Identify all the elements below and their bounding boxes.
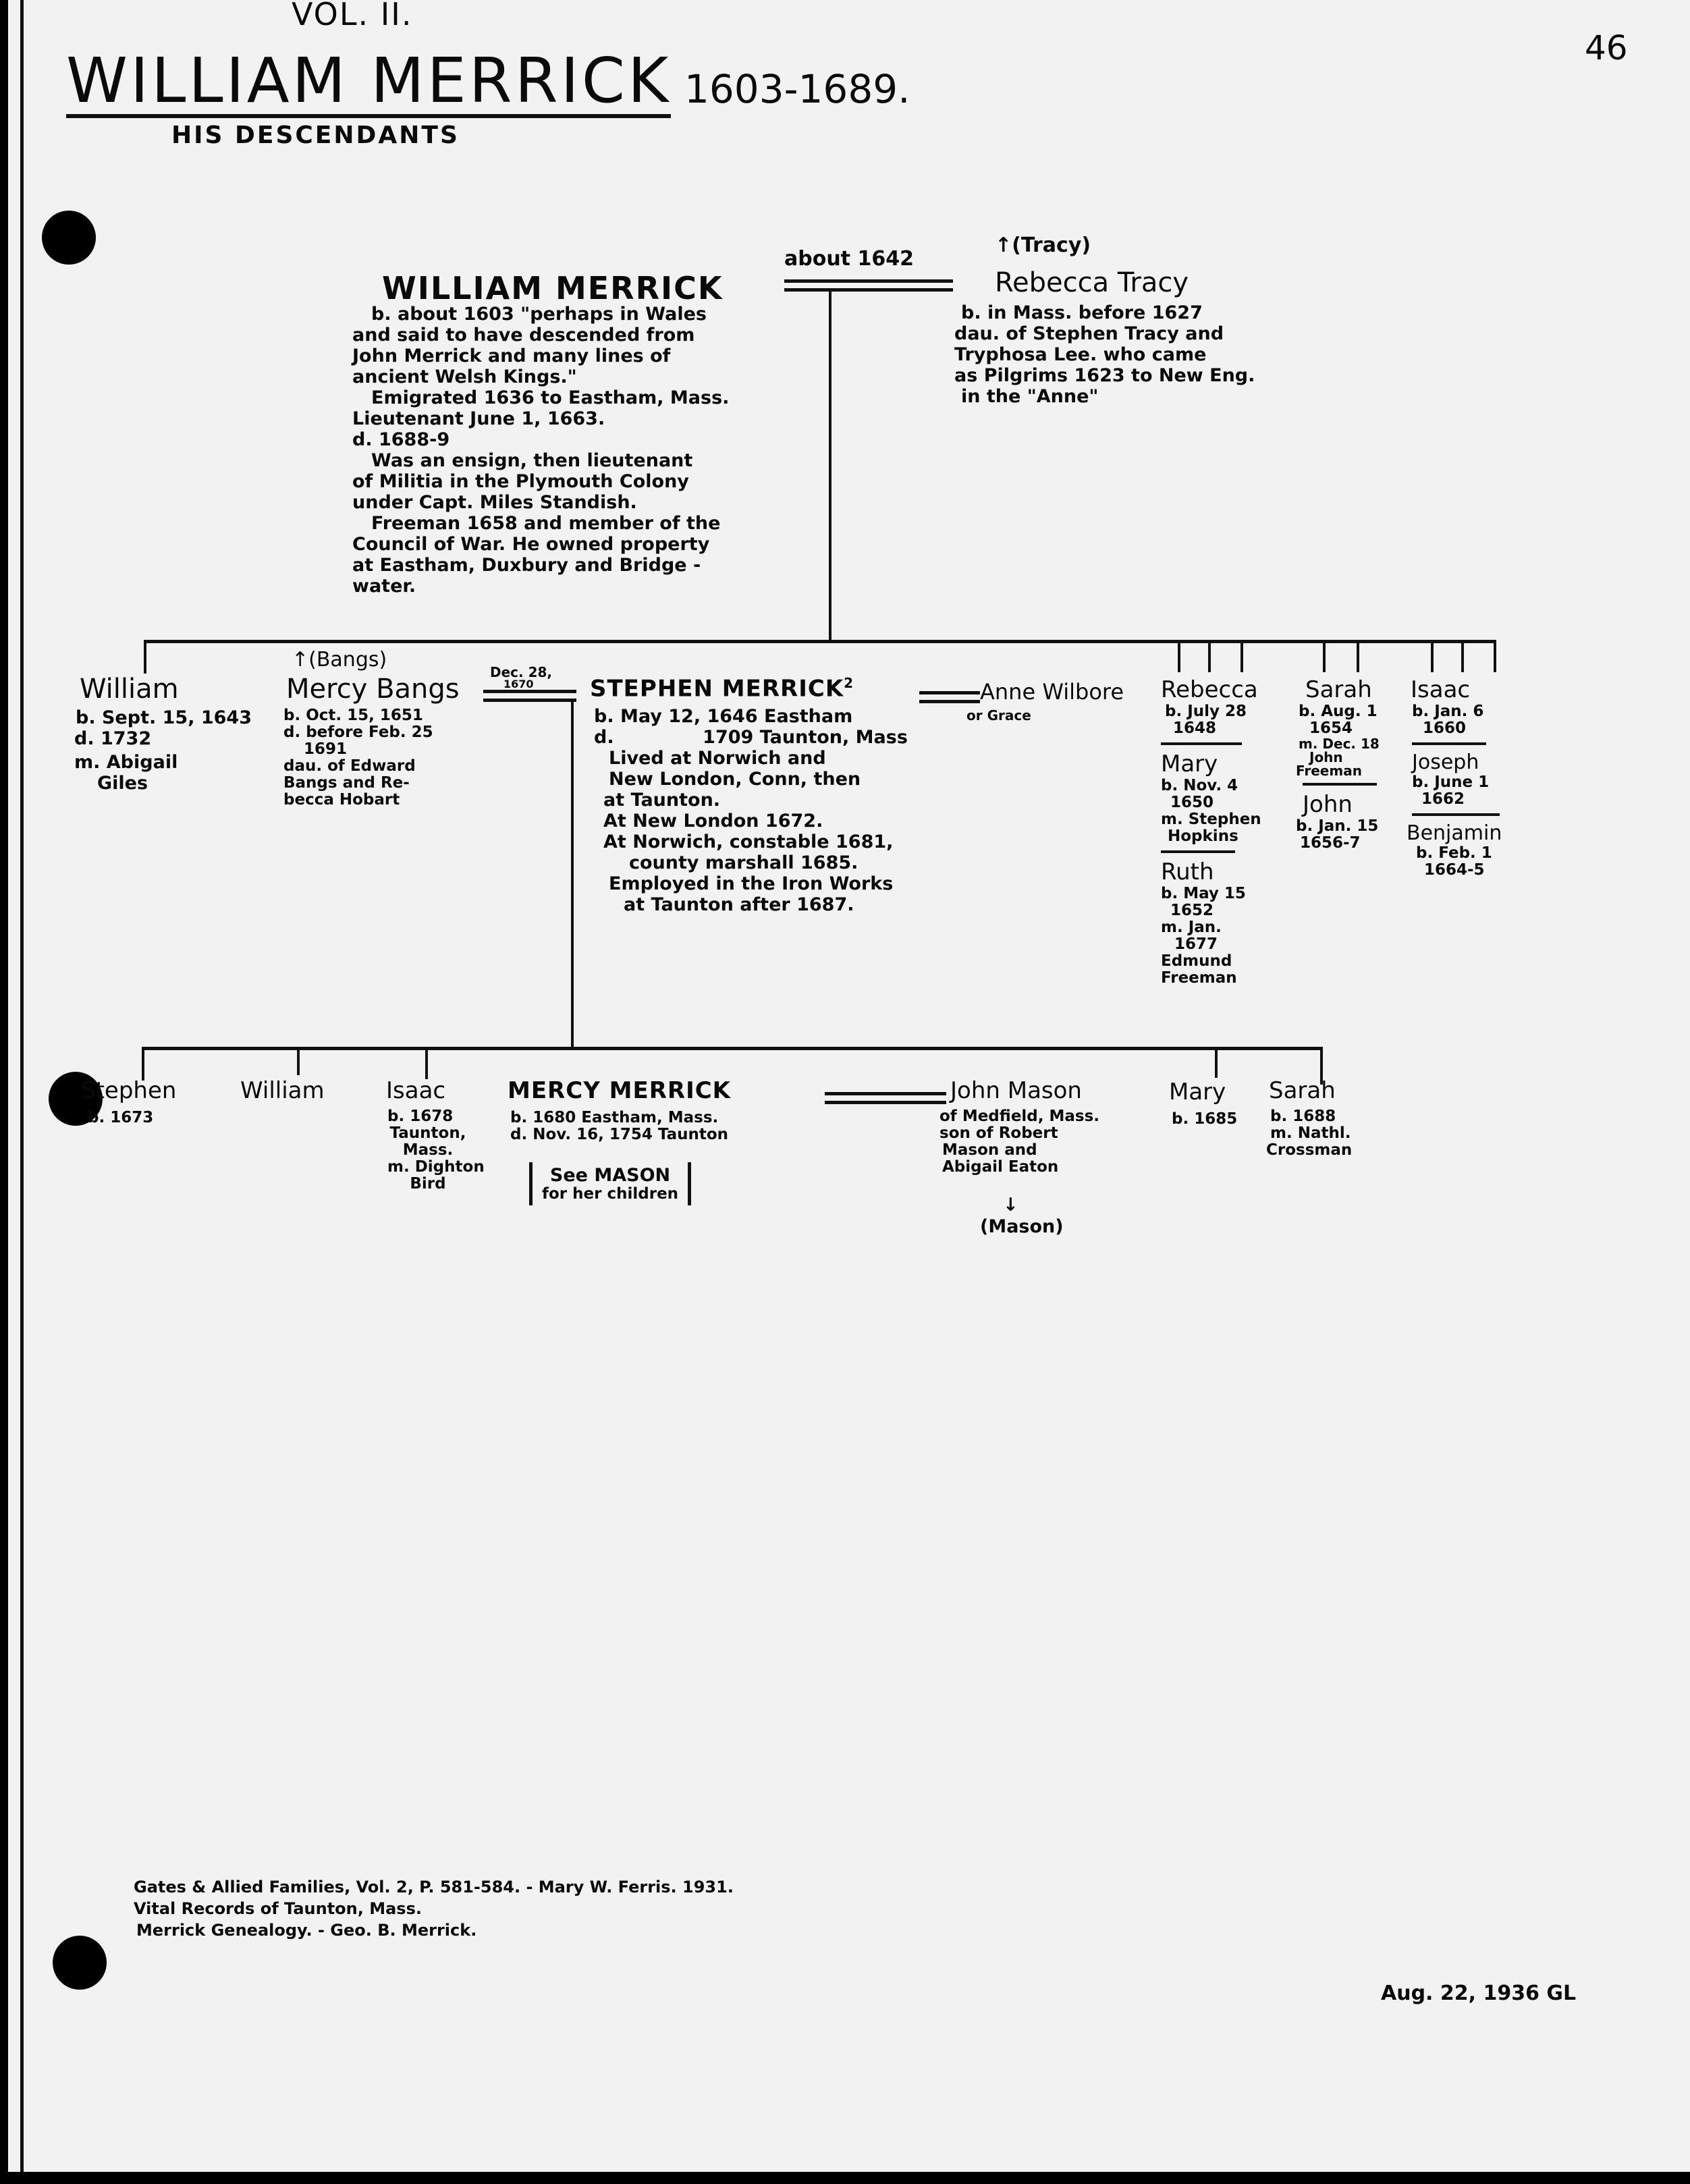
hole-punch-top	[42, 211, 96, 265]
scan-edge-left	[0, 0, 8, 2184]
column-isaac-joseph-benjamin: Isaac b. Jan. 6 1660 Joseph b. June 1 1662 Benjamin b. Feb. 1 1664-5	[1407, 676, 1502, 879]
signature-date: Aug. 22, 1936 GL	[1381, 1982, 1577, 2005]
marriage-line-anne	[919, 691, 980, 703]
gen2-sibling-bar	[144, 640, 1496, 643]
drop-john	[1357, 640, 1359, 672]
drop-benjamin	[1494, 640, 1496, 672]
william-gen2-name: William	[80, 674, 179, 705]
stephen-merrick-details: b. May 12, 1646 Eastham d. 1709 Taunton, Mass Lived at Norwich and New London, Conn, then at Taunton. At New London 1672. At Norwich, constable 1681, county marshall 1685. Employed in the Iron Works at Taunton after 1687.	[594, 706, 908, 915]
william-merrick-details: b. about 1603 "perhaps in Wales and said to have descended from John Merrick and many lines of ancient Welsh Kings." Emigrated 1636 to Eastham, Mass. Lieutenant June 1, 1663. d. 1688-9 Was an ensign, then lieutenant of Militia in the Plymouth Colony under Capt. Miles Standish. Freeman 1658 and member of the Council of War. He owned property at Eastham, Duxbury and Bridge - water.	[352, 304, 730, 597]
mercy-merrick-name: MERCY MERRICK	[508, 1077, 732, 1104]
marriage-date-1670-line2: 1670	[503, 678, 534, 690]
see-mason-note[interactable]: See MASON for her children	[529, 1162, 691, 1205]
stephen-gen3-birth: b. 1673	[88, 1109, 154, 1126]
drop-stephen-gen3	[142, 1047, 144, 1081]
drop-joseph	[1461, 640, 1464, 672]
arrow-down-icon: ↓	[1003, 1195, 1018, 1216]
drop-mary	[1208, 640, 1211, 672]
tracy-family-ref[interactable]: ↑(Tracy)	[995, 234, 1091, 257]
page-title: WILLIAM MERRICK	[66, 45, 672, 117]
sarah-gen3-name: Sarah	[1269, 1077, 1336, 1104]
source-item: Gates & Allied Families, Vol. 2, P. 581-584. - Mary W. Ferris. 1931.	[134, 1878, 734, 1896]
title-dates: 1603-1689.	[684, 66, 910, 112]
page-border-line	[20, 0, 24, 2184]
scan-edge-bottom	[0, 2172, 1690, 2184]
rebecca-tracy-name: Rebecca Tracy	[995, 267, 1189, 298]
marriage-date-1642: about 1642	[784, 247, 914, 271]
sarah-gen3-details: b. 1688 m. Nathl. Crossman	[1266, 1108, 1353, 1159]
william-merrick-name: WILLIAM MERRICK	[382, 270, 724, 306]
page-subtitle: HIS DESCENDANTS	[171, 121, 460, 149]
drop-mary-gen3	[1215, 1047, 1218, 1078]
hole-punch-bottom	[53, 1936, 107, 1990]
mary-gen3-birth: b. 1685	[1172, 1110, 1238, 1128]
drop-isaac-gen3	[425, 1047, 428, 1079]
marriage-line-gen3	[825, 1092, 946, 1104]
anne-wilbore-name: Anne Wilbore	[980, 679, 1124, 705]
column-rebecca-mary-ruth: Rebecca b. July 28 1648 Mary b. Nov. 4 1650 m. Stephen Hopkins Ruth b. May 15 1652 m. Jan. 1677 Edmund Freeman	[1161, 676, 1261, 987]
isaac-gen3-details: b. 1678 Taunton, Mass. m. Dighton Bird	[387, 1108, 485, 1193]
sources-list	[134, 1876, 734, 1941]
drop-william	[144, 640, 146, 674]
mary-gen3-name: Mary	[1169, 1079, 1226, 1105]
marriage-line-gen2	[483, 690, 576, 702]
separator	[1412, 813, 1500, 816]
drop-ruth	[1241, 640, 1243, 672]
mercy-merrick-details: b. 1680 Eastham, Mass. d. Nov. 16, 1754 Taunton	[510, 1109, 729, 1143]
stephen-merrick-name: STEPHEN MERRICK$^2$	[590, 675, 854, 703]
source-item: Vital Records of Taunton, Mass.	[134, 1899, 422, 1918]
rebecca-tracy-details: b. in Mass. before 1627 dau. of Stephen Tracy and Tryphosa Lee. who came as Pilgrims 1623 to New Eng. in the "Anne"	[954, 302, 1255, 407]
isaac-gen3-name: Isaac	[386, 1077, 446, 1104]
marriage-date-1670-line1: Dec. 28,	[490, 664, 553, 680]
drop-sarah	[1323, 640, 1326, 672]
mercy-bangs-name: Mercy Bangs	[286, 674, 460, 705]
drop-isaac	[1431, 640, 1434, 672]
bangs-family-ref[interactable]: ↑(Bangs)	[292, 648, 387, 672]
john-mason-details: of Medfield, Mass. son of Robert Mason and Abigail Eaton	[939, 1108, 1100, 1176]
anne-wilbore-note: or Grace	[966, 707, 1031, 724]
separator	[1303, 783, 1377, 786]
john-mason-name: John Mason	[950, 1077, 1082, 1104]
drop-william-gen3	[297, 1047, 300, 1075]
gen1-descent-line	[829, 289, 832, 643]
separator	[1161, 850, 1235, 853]
source-item: Merrick Genealogy. - Geo. B. Merrick.	[136, 1921, 477, 1940]
william-gen2-details: b. Sept. 15, 1643 d. 1732 m. Abigail Giles	[74, 707, 252, 794]
volume-label: VOL. II.	[292, 0, 413, 32]
separator	[1412, 742, 1486, 745]
mason-family-ref[interactable]: (Mason)	[980, 1216, 1064, 1237]
marriage-line-gen1	[784, 279, 953, 292]
stephen-gen3-name: Stephen	[81, 1077, 177, 1104]
gen3-sibling-bar	[142, 1047, 1323, 1050]
mercy-bangs-details: b. Oct. 15, 1651 d. before Feb. 25 1691 dau. of Edward Bangs and Re- becca Hobart	[283, 707, 433, 809]
william-gen3-name: William	[240, 1077, 325, 1104]
separator	[1161, 742, 1242, 745]
page-number: 46	[1585, 28, 1628, 67]
column-sarah-john: Sarah b. Aug. 1 1654 m. Dec. 18 John Freeman John b. Jan. 15 1656-7	[1296, 676, 1380, 852]
drop-rebecca	[1178, 640, 1180, 672]
gen2-descent-line	[571, 699, 574, 1050]
